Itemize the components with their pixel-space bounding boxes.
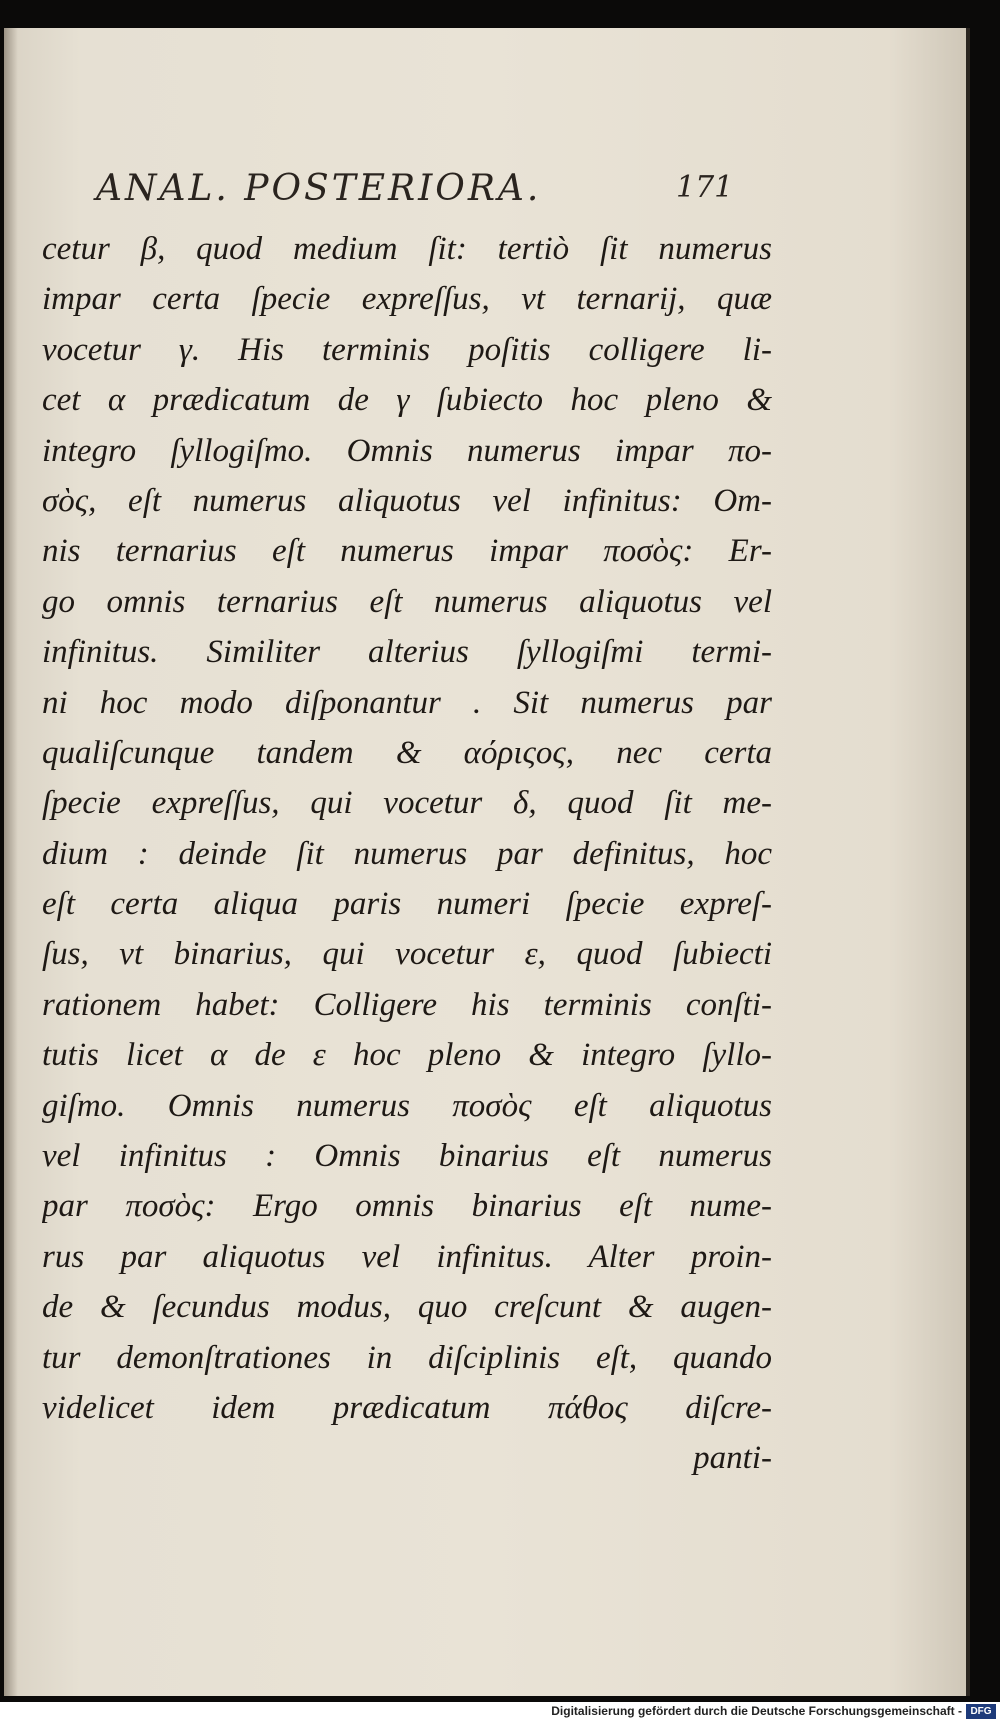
running-head: ANAL. POSTERIORA. bbox=[96, 168, 542, 209]
text-line: de & ſecundus modus, quo creſcunt & augen- bbox=[42, 1289, 772, 1326]
text-line: tur demonſtrationes in diſciplinis eſt, quando bbox=[42, 1339, 772, 1376]
text-line: giſmo. Omnis numerus ποσὸς eſt aliquotus bbox=[42, 1087, 772, 1124]
text-line: infinitus. Similiter alterius ſyllogiſmi termi- bbox=[42, 634, 772, 671]
text-line: ſus, vt binarius, qui vocetur ε, quod ſubiecti bbox=[42, 936, 772, 973]
text-line: integro ſyllogiſmo. Omnis numerus impar πο- bbox=[42, 432, 772, 469]
text-line: impar certa ſpecie expreſſus, vt ternarij, quæ bbox=[42, 281, 772, 318]
body-text bbox=[42, 224, 772, 1484]
text-line: vel infinitus : Omnis binarius eſt numerus bbox=[42, 1138, 772, 1175]
text-line: videlicet idem prædicatum πάθος diſcre- bbox=[42, 1389, 772, 1426]
footer-credit-bar bbox=[0, 1702, 1000, 1721]
text-line: panti- bbox=[693, 1440, 772, 1477]
text-line: ni hoc modo diſponantur . Sit numerus par bbox=[42, 684, 772, 721]
text-line: σὸς, eſt numerus aliquotus vel infinitus: Om- bbox=[42, 482, 772, 519]
text-line: vocetur γ. His terminis poſitis colligere li- bbox=[42, 331, 772, 368]
book-page bbox=[4, 28, 970, 1696]
text-line: dium : deinde ſit numerus par definitus, hoc bbox=[42, 835, 772, 872]
dfg-logo: DFG bbox=[966, 1704, 996, 1719]
text-line: rus par aliquotus vel infinitus. Alter proin- bbox=[42, 1238, 772, 1275]
text-line: ſpecie expreſſus, qui vocetur δ, quod ſit me- bbox=[42, 785, 772, 822]
text-line: go omnis ternarius eſt numerus aliquotus vel bbox=[42, 583, 772, 620]
page-number: 171 bbox=[676, 170, 734, 205]
footer-credit: Digitalisierung gefördert durch die Deutsche Forschungsgemeinschaft - bbox=[551, 1704, 962, 1718]
page-gutter bbox=[4, 28, 18, 1696]
text-line: qualiſcunque tandem & αόριςος, nec certa bbox=[42, 734, 772, 771]
text-line: cetur β, quod medium ſit: tertiò ſit numerus bbox=[42, 231, 772, 267]
text-line: eſt certa aliqua paris numeri ſpecie expreſ- bbox=[42, 886, 772, 923]
text-line: nis ternarius eſt numerus impar ποσὸς: Er- bbox=[42, 533, 772, 570]
text-line: tutis licet α de ε hoc pleno & integro ſyllo- bbox=[42, 1037, 772, 1074]
text-line: rationem habet: Colligere his terminis conſti- bbox=[42, 986, 772, 1023]
text-line: cet α prædicatum de γ ſubiecto hoc pleno & bbox=[42, 382, 772, 419]
text-line: par ποσὸς: Ergo omnis binarius eſt nume- bbox=[42, 1188, 772, 1225]
